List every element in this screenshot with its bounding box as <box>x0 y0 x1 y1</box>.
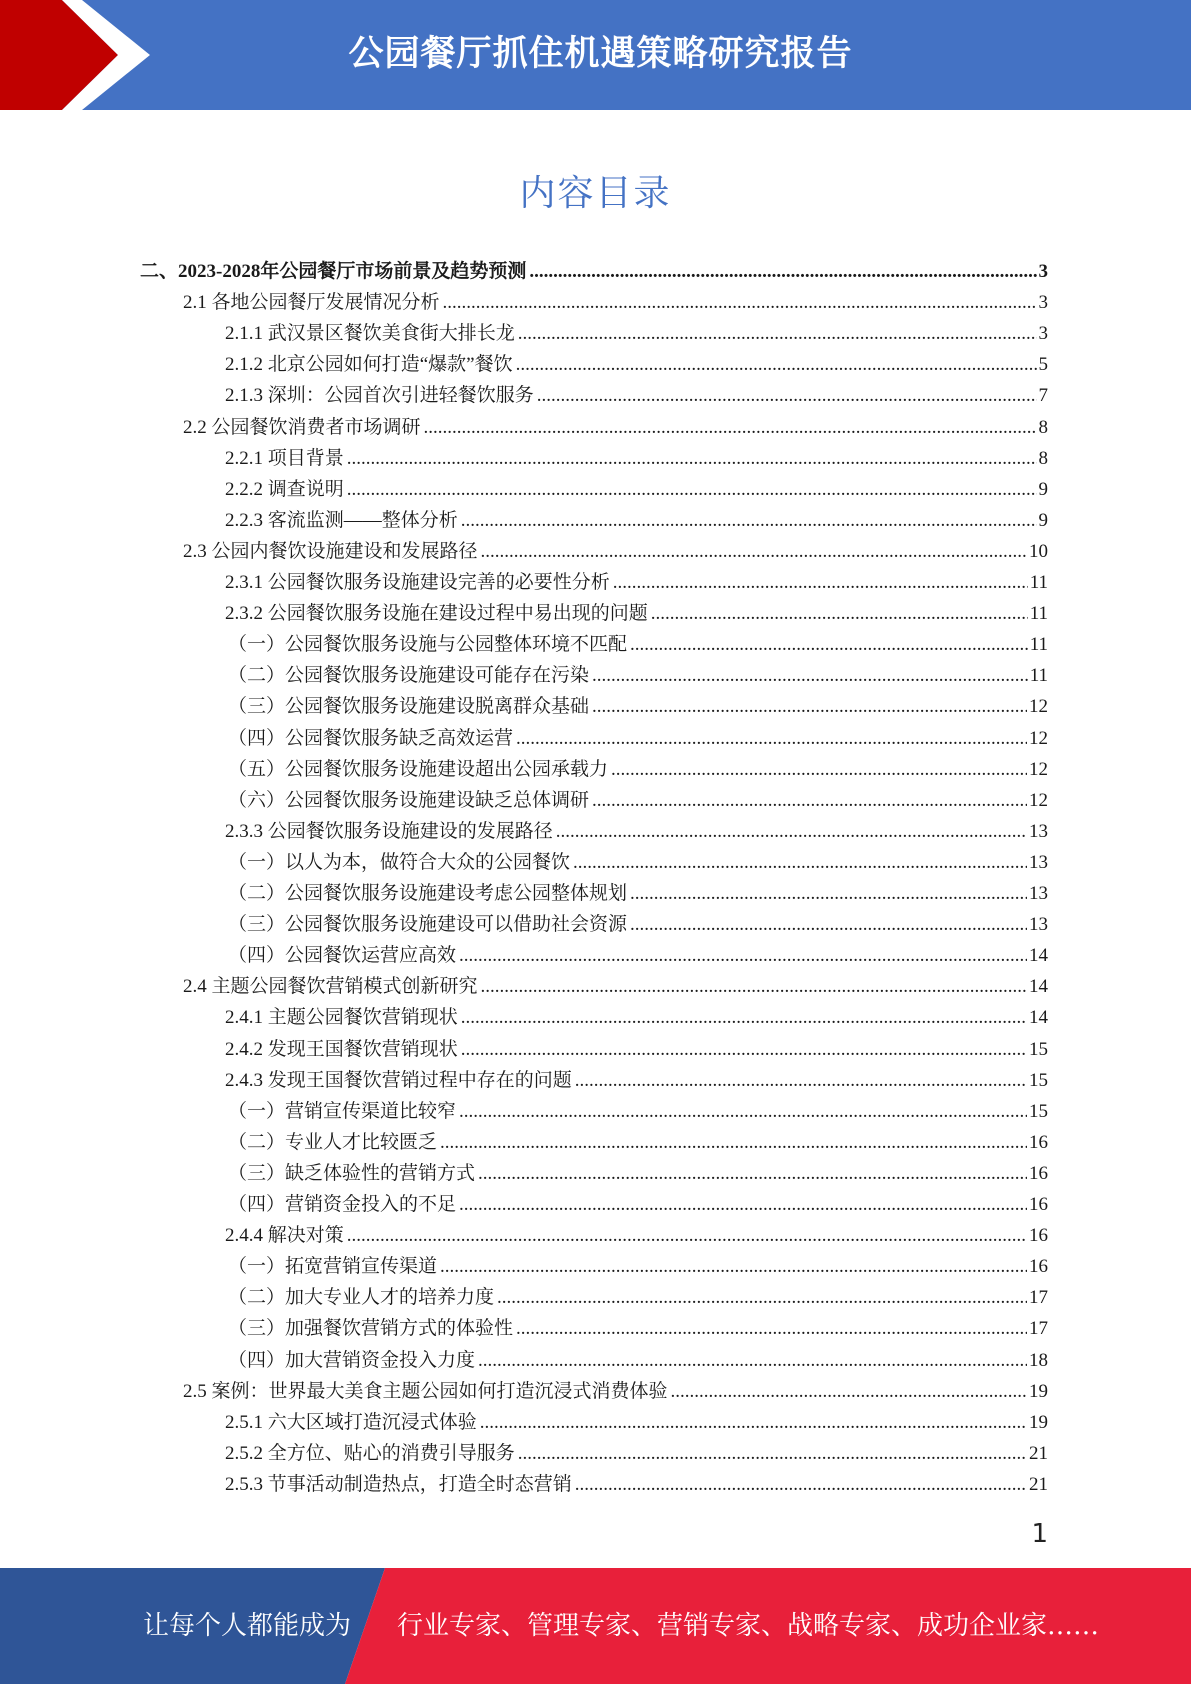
toc-entry-title: （一）营销宣传渠道比较窄 <box>228 1100 457 1122</box>
toc-entry[interactable] <box>228 1248 1048 1279</box>
toc-entry-title: 2.2.1 项目背景 <box>225 447 344 469</box>
toc-entry-page: 9 <box>1038 478 1048 500</box>
toc-dot-leader <box>481 975 1027 999</box>
footer-band <box>0 1568 1191 1684</box>
toc-entry-page: 12 <box>1029 727 1048 749</box>
toc-entry-page: 13 <box>1029 914 1048 936</box>
toc-entry[interactable] <box>225 999 1048 1030</box>
toc-entry-page: 12 <box>1029 789 1048 811</box>
toc-entry-title: 2.3.2 公园餐饮服务设施在建设过程中易出现的问题 <box>225 603 648 625</box>
footer-slogan-left: 让每个人都能成为 <box>143 1611 352 1641</box>
toc-entry-page: 14 <box>1029 945 1048 967</box>
toc-entry[interactable] <box>225 315 1048 346</box>
toc-dot-leader <box>630 633 1028 657</box>
toc-entry-title: 2.4.4 解决对策 <box>225 1225 344 1247</box>
toc-entry-page: 3 <box>1038 261 1048 282</box>
toc-entry-page: 9 <box>1038 509 1048 531</box>
toc-entry-title: （一）拓宽营销宣传渠道 <box>228 1256 438 1278</box>
toc-entry-title: 2.1 各地公园餐厅发展情况分析 <box>183 292 440 314</box>
toc-dot-leader <box>630 913 1027 937</box>
toc-entry-title: （四）加大营销资金投入力度 <box>228 1349 476 1371</box>
toc-entry-title: 2.1.3 深圳：公园首次引进轻餐饮服务 <box>225 385 534 407</box>
toc-entry-page: 8 <box>1038 416 1048 438</box>
toc-entry-title: （四）公园餐饮服务缺乏高效运营 <box>228 727 514 749</box>
toc-entry-title: 2.5.1 六大区域打造沉浸式体验 <box>225 1411 477 1433</box>
toc-entry-page: 21 <box>1029 1442 1048 1464</box>
toc-dot-leader <box>537 384 1037 408</box>
toc-entry-title: 2.3.1 公园餐饮服务设施建设完善的必要性分析 <box>225 572 610 593</box>
toc-entry-page: 17 <box>1029 1318 1048 1340</box>
toc-entry[interactable] <box>228 1124 1048 1155</box>
toc-entry-title: 二、2023-2028年公园餐厅市场前景及趋势预测 <box>140 261 527 282</box>
toc-entry-title: 2.5 案例：世界最大美食主题公园如何打造沉浸式消费体验 <box>183 1380 668 1402</box>
toc-dot-leader <box>497 1286 1027 1310</box>
toc-entry[interactable] <box>228 1155 1048 1186</box>
toc-entry-page: 14 <box>1029 1007 1048 1029</box>
toc-entry-page: 16 <box>1029 1256 1048 1278</box>
toc-entry-title: （二）公园餐饮服务设施建设可能存在污染 <box>228 665 590 687</box>
toc-entry-page: 3 <box>1038 292 1048 314</box>
toc-entry[interactable] <box>228 1093 1048 1124</box>
toc-dot-leader <box>516 353 1037 377</box>
toc-dot-leader <box>347 478 1037 502</box>
toc-entry-page: 11 <box>1029 634 1048 656</box>
toc-entry-page: 12 <box>1029 758 1048 780</box>
toc-entry[interactable] <box>225 1031 1048 1062</box>
toc-entry-page: 11 <box>1029 603 1048 625</box>
toc-dot-leader <box>518 1442 1027 1466</box>
toc-entry[interactable] <box>183 409 1048 440</box>
toc-dot-leader <box>651 602 1028 626</box>
toc-entry-title: （六）公园餐饮服务设施建设缺乏总体调研 <box>228 789 590 811</box>
toc-entry-page: 3 <box>1038 323 1048 345</box>
toc-entry[interactable] <box>225 502 1048 533</box>
toc-entry[interactable] <box>225 595 1048 626</box>
toc-entry[interactable] <box>183 1373 1048 1404</box>
toc-entry[interactable] <box>228 1279 1048 1310</box>
toc-entry[interactable] <box>228 657 1048 688</box>
toc-entry[interactable] <box>228 626 1048 657</box>
toc-dot-leader <box>478 1162 1027 1186</box>
toc-dot-leader <box>424 416 1037 440</box>
toc-entry-title: 2.4 主题公园餐饮营销模式创新研究 <box>183 976 478 998</box>
toc-dot-leader <box>461 1006 1027 1030</box>
toc-entry[interactable] <box>225 813 1048 844</box>
toc-entry[interactable] <box>225 377 1048 408</box>
toc-entry-title: （三）公园餐饮服务设施建设可以借助社会资源 <box>228 914 628 936</box>
toc-dot-leader <box>575 1069 1027 1093</box>
toc-entry-page: 13 <box>1029 883 1048 904</box>
toc-dot-leader <box>459 944 1027 968</box>
toc-entry-page: 16 <box>1029 1194 1048 1215</box>
toc-entry-page: 17 <box>1029 1287 1048 1309</box>
toc-entry-title: （三）公园餐饮服务设施建设脱离群众基础 <box>228 696 590 718</box>
toc-dot-leader <box>481 540 1027 564</box>
toc-entry-page: 15 <box>1029 1100 1048 1122</box>
toc-entry-title: 2.5.3 节事活动制造热点，打造全时态营销 <box>225 1473 572 1495</box>
toc-dot-leader <box>516 1317 1027 1341</box>
toc-dot-leader <box>518 322 1037 346</box>
toc-entry[interactable] <box>228 906 1048 937</box>
toc-entry-title: （一）以人为本，做符合大众的公园餐饮 <box>228 851 571 873</box>
page-number: 1 <box>1031 1519 1048 1549</box>
toc-dot-leader <box>529 260 1036 284</box>
toc-dot-leader <box>592 695 1027 719</box>
toc-entry-title: 2.1.1 武汉景区餐饮美食街大排长龙 <box>225 323 515 345</box>
toc-entry[interactable] <box>225 1404 1048 1435</box>
toc-dot-leader <box>575 1473 1027 1497</box>
toc-entry[interactable] <box>228 782 1048 813</box>
toc-entry-page: 15 <box>1029 1038 1048 1060</box>
toc-entry-title: 2.1.2 北京公园如何打造“爆款”餐饮 <box>225 354 513 376</box>
toc-entry-title: 2.2 公园餐饮消费者市场调研 <box>183 416 421 438</box>
toc-entry[interactable] <box>228 1310 1048 1341</box>
toc-entry[interactable] <box>183 533 1048 564</box>
toc-entry[interactable] <box>225 471 1048 502</box>
toc-dot-leader <box>671 1380 1027 1404</box>
toc-entry-title: （二）公园餐饮服务设施建设考虑公园整体规划 <box>228 883 628 904</box>
toc-entry-title: （四）公园餐饮运营应高效 <box>228 945 457 967</box>
toc-heading: 内容目录 <box>519 173 672 214</box>
toc-entry[interactable] <box>228 1342 1048 1373</box>
toc-entry-title: 2.3 公园内餐饮设施建设和发展路径 <box>183 540 478 562</box>
toc-dot-leader <box>443 291 1037 315</box>
toc-entry[interactable] <box>228 1186 1048 1217</box>
toc-entry-title: 2.4.1 主题公园餐饮营销现状 <box>225 1007 458 1029</box>
toc-entry[interactable] <box>225 440 1048 471</box>
toc-entry-page: 14 <box>1029 976 1048 998</box>
toc-entry-title: （五）公园餐饮服务设施建设超出公园承载力 <box>228 758 609 780</box>
toc-entry-page: 5 <box>1038 354 1048 376</box>
toc-entry-title: （四）营销资金投入的不足 <box>228 1194 457 1215</box>
toc-entry-page: 21 <box>1029 1473 1048 1495</box>
toc-entry-title: 2.3.3 公园餐饮服务设施建设的发展路径 <box>225 820 553 842</box>
toc-dot-leader <box>347 447 1037 471</box>
toc-dot-leader <box>592 664 1028 688</box>
toc-entry-title: 2.2.3 客流监测——整体分析 <box>225 509 458 531</box>
toc-entry-page: 8 <box>1038 447 1048 469</box>
toc-entry[interactable] <box>228 720 1048 751</box>
toc-entry-page: 11 <box>1029 572 1048 593</box>
toc-entry-page: 16 <box>1029 1225 1048 1247</box>
toc-entry-title: （二）加大专业人才的培养力度 <box>228 1287 495 1309</box>
toc-entry-page: 11 <box>1029 665 1048 687</box>
toc-entry-page: 18 <box>1029 1349 1048 1371</box>
toc-dot-leader <box>611 758 1027 782</box>
header-band <box>0 0 1191 110</box>
toc-entry[interactable] <box>228 875 1048 906</box>
toc-entry-page: 12 <box>1029 696 1048 718</box>
toc-entry-page: 10 <box>1029 540 1048 562</box>
toc-entry-title: 2.5.2 全方位、贴心的消费引导服务 <box>225 1442 515 1464</box>
toc-entry[interactable] <box>183 284 1048 315</box>
toc-entry-page: 19 <box>1029 1380 1048 1402</box>
toc-entry-title: （二）专业人才比较匮乏 <box>228 1131 438 1153</box>
toc-entry-page: 16 <box>1029 1162 1048 1184</box>
toc-entry[interactable] <box>183 968 1048 999</box>
toc-entry[interactable] <box>225 564 1048 595</box>
toc-entry-page: 13 <box>1029 851 1048 873</box>
footer-slogan-right: 行业专家、管理专家、营销专家、战略专家、成功企业家…… <box>397 1611 1100 1641</box>
toc-entry-title: 2.4.2 发现王国餐饮营销现状 <box>225 1038 458 1060</box>
toc-entry[interactable] <box>225 1217 1048 1248</box>
toc-entry-page: 15 <box>1029 1069 1048 1091</box>
toc-entry[interactable] <box>225 346 1048 377</box>
toc-entry[interactable] <box>228 751 1048 782</box>
toc-entry[interactable] <box>228 937 1048 968</box>
toc-entry[interactable] <box>140 253 1048 284</box>
toc-entry-page: 7 <box>1038 385 1048 407</box>
toc-dot-leader <box>556 820 1027 844</box>
toc-dot-leader <box>573 851 1027 875</box>
toc-dot-leader <box>613 571 1028 595</box>
toc-dot-leader <box>478 1349 1027 1373</box>
toc-dot-leader <box>459 1193 1027 1217</box>
toc-entry-page: 16 <box>1029 1131 1048 1153</box>
toc-dot-leader <box>516 727 1027 751</box>
toc-entry-title: （三）缺乏体验性的营销方式 <box>228 1162 476 1184</box>
toc-entry[interactable] <box>228 844 1048 875</box>
toc-dot-leader <box>440 1255 1027 1279</box>
toc-entry-page: 19 <box>1029 1411 1048 1433</box>
toc-entry[interactable] <box>225 1062 1048 1093</box>
toc-entry[interactable] <box>228 688 1048 719</box>
toc-entry-title: 2.4.3 发现王国餐饮营销过程中存在的问题 <box>225 1069 572 1091</box>
toc-entry-title: （三）加强餐饮营销方式的体验性 <box>228 1318 514 1340</box>
toc-entry[interactable] <box>225 1435 1048 1466</box>
toc-dot-leader <box>480 1411 1027 1435</box>
toc-dot-leader <box>347 1224 1027 1248</box>
report-title: 公园餐厅抓住机遇策略研究报告 <box>348 34 853 74</box>
toc-entry[interactable] <box>225 1466 1048 1497</box>
toc-entry-title: （一）公园餐饮服务设施与公园整体环境不匹配 <box>228 634 628 656</box>
toc-entry-title: 2.2.2 调查说明 <box>225 478 344 500</box>
toc-dot-leader <box>630 882 1027 906</box>
toc-dot-leader <box>440 1131 1027 1155</box>
toc-dot-leader <box>461 509 1037 533</box>
toc-dot-leader <box>592 789 1027 813</box>
toc-dot-leader <box>459 1100 1027 1124</box>
toc-dot-leader <box>461 1038 1027 1062</box>
toc-entry-page: 13 <box>1029 820 1048 842</box>
